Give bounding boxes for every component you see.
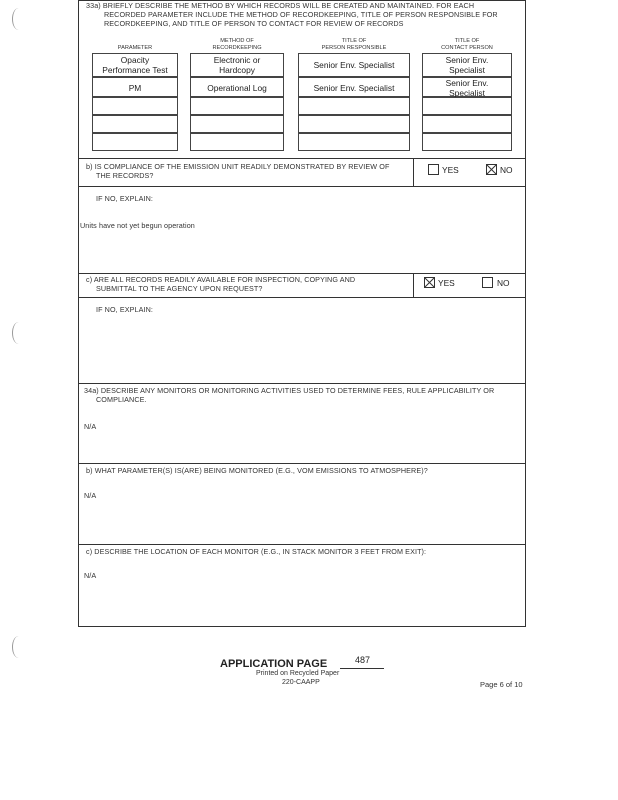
row2-method xyxy=(190,77,284,97)
row1-method xyxy=(190,53,284,77)
q33b-text-line1: b) IS COMPLIANCE OF THE EMISSION UNIT READILY DEMONSTRATED BY REVIEW OF xyxy=(86,162,390,171)
row1-method-line2: Hardcopy xyxy=(219,65,255,75)
divider-33c xyxy=(78,273,526,274)
q34b-answer: N/A xyxy=(84,491,97,500)
row3-method xyxy=(190,97,284,115)
q34c-text: c) DESCRIBE THE LOCATION OF EACH MONITOR (E.G., IN STACK MONITOR 3 FEET FROM EXIT): xyxy=(86,547,427,556)
recycled-paper-note: Printed on Recycled Paper xyxy=(256,670,340,677)
application-page-label: APPLICATION PAGE xyxy=(220,658,328,670)
q33c-no-label: NO xyxy=(497,278,510,288)
row1-person xyxy=(298,53,410,77)
row4-parameter xyxy=(92,115,178,133)
q34b-text: b) WHAT PARAMETER(S) IS(ARE) BEING MONITORED (E.G., VOM EMISSIONS TO ATMOSPHERE)? xyxy=(86,466,428,475)
q33b-yes-label: YES xyxy=(442,165,459,175)
q33c-yes-label: YES xyxy=(438,278,455,288)
row2-method-text: Operational Log xyxy=(207,83,267,93)
q33c-yes-checkbox[interactable] xyxy=(424,277,435,288)
divider-33b-answer xyxy=(413,158,414,186)
q33c-no-checkbox[interactable] xyxy=(482,277,493,288)
q34a-text-line2: COMPLIANCE. xyxy=(96,395,147,404)
q33b-no-label: NO xyxy=(500,165,513,175)
divider-33b-explain xyxy=(78,186,526,187)
divider-34a xyxy=(78,383,526,384)
row2-person xyxy=(298,77,410,97)
col-header-title-2: PERSON RESPONSIBLE xyxy=(321,45,387,51)
q33c-explain-label: IF NO, EXPLAIN: xyxy=(96,305,154,314)
form-id: 220-CAAPP xyxy=(282,679,320,686)
col-header-parameter: PARAMETER xyxy=(117,45,153,51)
row2-contact-line2: Specialist xyxy=(449,88,485,98)
row5-contact xyxy=(422,133,512,151)
application-page-number: 487 xyxy=(355,655,371,665)
checkmark-x-icon xyxy=(487,165,496,174)
row4-person xyxy=(298,115,410,133)
page-of-count: Page 6 of 10 xyxy=(480,680,523,689)
row5-person xyxy=(298,133,410,151)
row4-contact xyxy=(422,115,512,133)
row1-parameter-line1: Opacity xyxy=(120,55,150,65)
q33c-text-line2: SUBMITTAL TO THE AGENCY UPON REQUEST? xyxy=(96,284,263,293)
col-header-method-1: METHOD OF xyxy=(220,38,254,44)
row1-parameter xyxy=(92,53,178,77)
row5-parameter xyxy=(92,133,178,151)
divider-33c-answer xyxy=(413,273,414,297)
divider-34c xyxy=(78,544,526,545)
row2-contact-line1: Senior Env. xyxy=(445,78,489,88)
q33a-text-line1: 33a) BRIEFLY DESCRIBE THE METHOD BY WHICH RECORDS WILL BE CREATED AND MAINTAINED. FOR EACH xyxy=(86,1,475,10)
row2-parameter-text: PM xyxy=(128,83,142,93)
row4-method xyxy=(190,115,284,133)
q33c-text-line1: c) ARE ALL RECORDS READILY AVAILABLE FOR INSPECTION, COPYING AND xyxy=(86,275,356,284)
row3-person xyxy=(298,97,410,115)
row1-contact-line1: Senior Env. xyxy=(445,55,489,65)
row1-method-line1: Electronic or xyxy=(213,55,261,65)
divider-33c-explain xyxy=(78,297,526,298)
punch-hole-middle xyxy=(12,322,25,344)
checkmark-x-icon xyxy=(425,278,434,287)
row3-parameter xyxy=(92,97,178,115)
col-header-contact-2: CONTACT PERSON xyxy=(441,45,493,51)
row2-parameter xyxy=(92,77,178,97)
q33b-explain-label: IF NO, EXPLAIN: xyxy=(96,194,154,203)
punch-hole-top xyxy=(12,8,25,30)
col-header-method-2: RECORDKEEPING xyxy=(212,45,262,51)
q34a-text-line1: 34a) DESCRIBE ANY MONITORS OR MONITORING ACTIVITIES USED TO DETERMINE FEES, RULE APPLICABILITY OR xyxy=(84,386,495,395)
page-number-underline xyxy=(340,668,384,669)
row2-person-text: Senior Env. Specialist xyxy=(313,83,395,93)
q33b-yes-checkbox[interactable] xyxy=(428,164,439,175)
punch-hole-bottom xyxy=(12,636,25,658)
row5-method xyxy=(190,133,284,151)
q33b-text-line2: THE RECORDS? xyxy=(96,171,154,180)
q33b-no-checkbox[interactable] xyxy=(486,164,497,175)
q33a-text-line2: RECORDED PARAMETER INCLUDE THE METHOD OF RECORDKEEPING, TITLE OF PERSON RESPONSIBLE FOR xyxy=(104,10,498,19)
row1-person-text: Senior Env. Specialist xyxy=(313,60,395,70)
q33a-text-line3: RECORDKEEPING, AND TITLE OF PERSON TO CONTACT FOR REVIEW OF RECORDS xyxy=(104,19,404,28)
row1-parameter-line2: Performance Test xyxy=(102,65,168,75)
divider-34b xyxy=(78,463,526,464)
row1-contact-line2: Specialist xyxy=(449,65,485,75)
row2-contact xyxy=(422,77,512,97)
q34c-answer: N/A xyxy=(84,571,97,580)
q34a-answer: N/A xyxy=(84,422,97,431)
q33b-explain-text: Units have not yet begun operation xyxy=(80,221,195,230)
row1-contact xyxy=(422,53,512,77)
row3-contact xyxy=(422,97,512,115)
col-header-title-1: TITLE OF xyxy=(341,38,367,44)
col-header-contact-1: TITLE OF xyxy=(454,38,480,44)
divider-33b xyxy=(78,158,526,159)
